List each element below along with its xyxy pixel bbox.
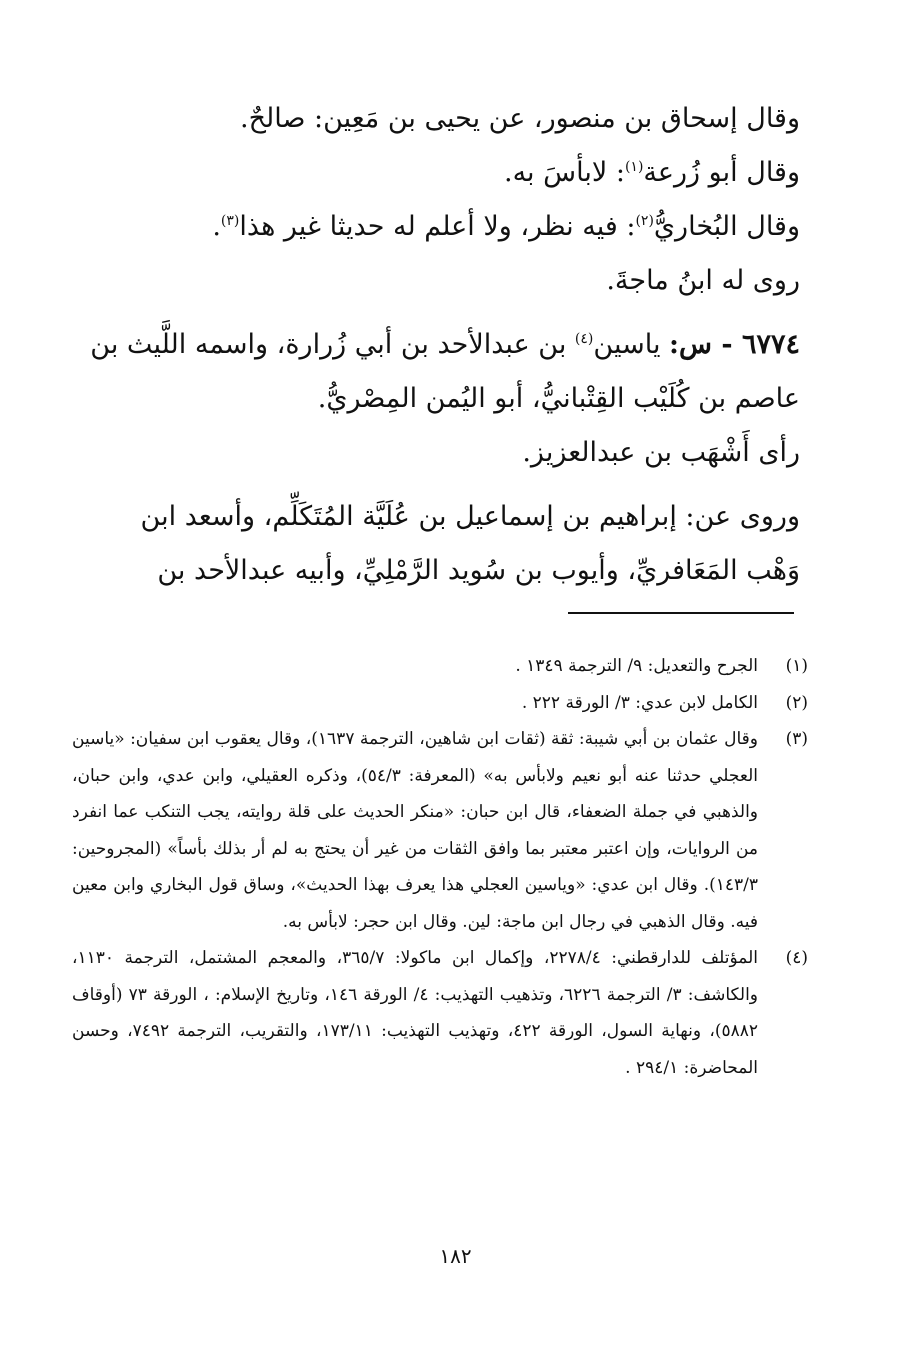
text-span: : لابأسَ به. [504, 157, 625, 188]
text-span: وقال البُخاريُّ [653, 211, 800, 242]
footnote-number: (٤) [785, 948, 808, 968]
text-span: . [212, 211, 221, 242]
footnotes [72, 648, 808, 1086]
footnote-ref[interactable]: (١) [624, 159, 644, 175]
text-line [80, 92, 800, 146]
footnote-separator [568, 612, 794, 614]
footnote [72, 685, 808, 722]
text-line [80, 254, 800, 308]
footnote [72, 940, 808, 1086]
footnote-text: الجرح والتعديل: ٩/ الترجمة ١٣٤٩ . [515, 656, 758, 676]
main-text [80, 92, 800, 598]
footnote-ref[interactable]: (٣) [220, 213, 240, 229]
footnote-ref[interactable]: (٤) [574, 331, 594, 347]
text-span: وقال أبو زُرعة [643, 157, 800, 188]
footnote-text: وقال عثمان بن أبي شيبة: ثقة (ثقات ابن شاهين، الترجمة ١٦٣٧)، وقال يعقوب ابن سفيان: «ياسين العجلي حدثنا عنه أبو نعيم ولابأس به» (المعرفة: ٥٤/٣)، وذكره العقيلي، وابن عدي، وابن حبان، والذهبي في جملة الضعفاء، قال ابن حبان: «منكر الحديث على قلة روايته، يجب التنكب عما انفرد من الروايات، وإن اعتبر معتبر بما وافق الثقات من غير أن يحتج به لم أر بذلك بأساً» (المجروحين: ١٤٣/٣). وقال ابن عدي: «وياسين العجلي هذا يعرف بهذا الحديث»، وساق قول البخاري وابن معين فيه. وقال الذهبي في رجال ابن ماجة: لين. وقال ابن حجر: لابأس به. [72, 729, 758, 932]
text-line [80, 146, 800, 200]
text-line [80, 200, 800, 254]
text-span: : فيه نظر، ولا أعلم له حديثا غير هذا [239, 211, 636, 242]
entry-name: ياسين [593, 329, 670, 360]
narrated-paragraph [80, 490, 800, 598]
footnote-number: (٢) [785, 692, 808, 713]
footnote-number: (١) [785, 656, 808, 676]
text-span: رأى أَشْهَب بن عبدالعزيز. [522, 437, 800, 468]
text-span: وقال إسحاق بن منصور، عن يحيى بن مَعِين: صالحٌ. [240, 103, 800, 134]
text-span: وروى عن: إبراهيم بن إسماعيل بن عُلَيَّة المُتَكَلِّم، وأسعد ابن وَهْب المَعَافريِّ، وأيوب بن سُويد الرَّمْلِيِّ، وأبيه عبدالأحد بن [140, 501, 800, 586]
entry-paragraph [80, 318, 800, 426]
page-number: ١٨٢ [439, 1244, 472, 1268]
footnote [72, 721, 808, 940]
entry-text: بن عبدالأحد بن أبي زُرارة، واسمه اللَّيث بن عاصم بن كُلَيْب القِتْبانيُّ، أبو اليُمن المِصْريُّ. [90, 329, 800, 414]
footnote [72, 648, 808, 685]
entry-number: ٦٧٧٤ - س: [669, 329, 800, 360]
text-line [80, 426, 800, 480]
text-span: روى له ابنُ ماجةَ. [606, 265, 800, 296]
footnote-text: المؤتلف للدارقطني: ٢٢٧٨/٤، وإكمال ابن ماكولا: ٣٦٥/٧، والمعجم المشتمل، الترجمة ١١٣٠، والكاشف: ٣/ الترجمة ٦٢٢٦، وتذهيب التهذيب: ٤/ الورقة ١٤٦، وتاريخ الإسلام: ، الورقة ٧٣ (أوقاف ٥٨٨٢)، ونهاية السول، الورقة ٤٢٢، وتهذيب التهذيب: ١٧٣/١١، والتقريب، الترجمة ٧٤٩٢، وحسن المحاضرة: ٢٩٤/١ . [72, 948, 759, 1078]
footnote-number: (٣) [785, 729, 808, 749]
footnote-text: الكامل لابن عدي: ٣/ الورقة ٢٢٢ . [521, 692, 758, 713]
footnote-ref[interactable]: (٢) [635, 213, 654, 229]
